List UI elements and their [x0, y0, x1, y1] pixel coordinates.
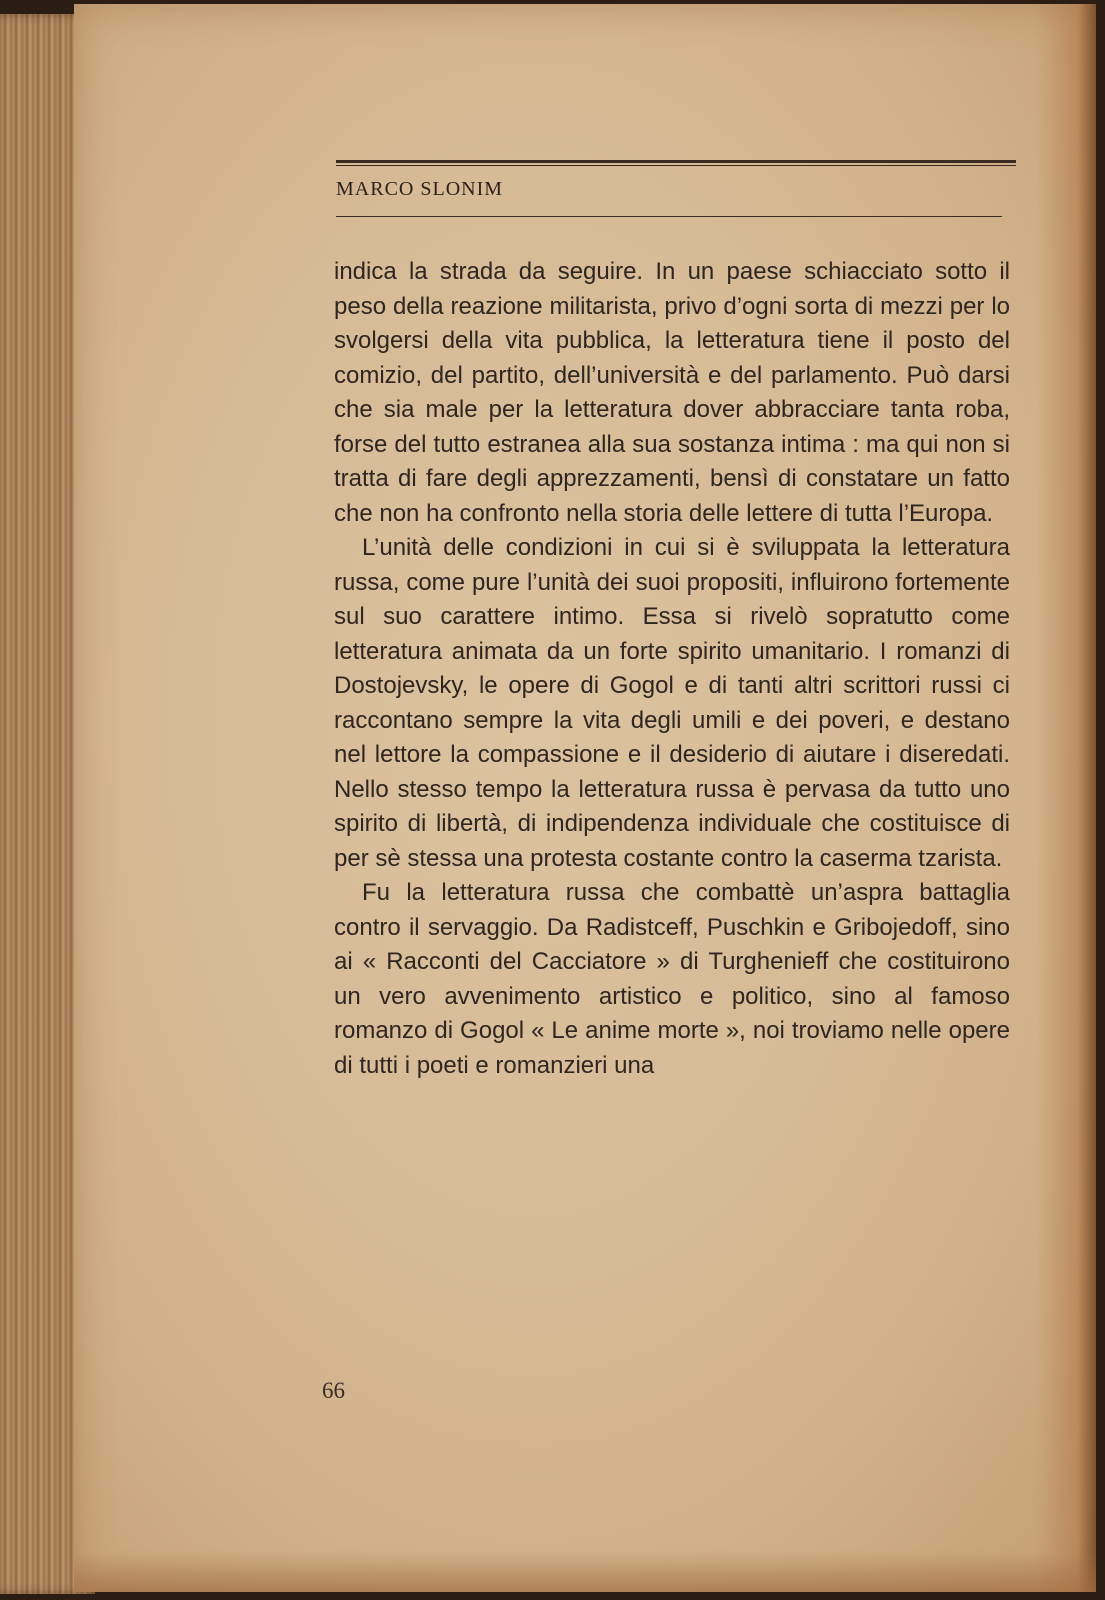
page-number: 66 [322, 1378, 345, 1403]
header-double-rule [336, 160, 1016, 166]
running-head: MARCO SLONIM [336, 178, 504, 200]
page-header [336, 160, 1016, 232]
paragraph: indica la strada da seguire. In un paese schiacciato sotto il peso della reazione militarista, privo d’ogni sorta di mezzi per lo svolgersi della vita pubblica, la letteratura tiene il posto del comizio, del partito, dell’università e del parlamento. Può darsi che sia male per la letteratura dover abbracciare tanta roba, forse del tutto estranea alla sua sostanza intima : ma qui non si tratta di fare degli apprezzamenti, bensì di constatare un fatto che non ha confronto nella storia delle lettere di tutta l’Europa. [334, 258, 1010, 527]
paragraph: Fu la letteratura russa che combattè un’aspra battaglia contro il servaggio. Da Radistceff, Puschkin e Gribojedoff, sino ai « Racconti del Cacciatore » di Turghenieff che costituirono un vero avvenimento artistico e politico, sino al famoso romanzo di Gogol « Le anime morte », noi troviamo nelle opere di tutti i poeti e romanzieri una [334, 879, 1010, 1079]
page-bottom-shadow [74, 1552, 1096, 1592]
paragraph: L’unità delle condizioni in cui si è sviluppata la letteratura russa, come pure l’unità dei suoi propositi, influirono fortemente sul suo carattere intimo. Essa si rivelò sopratutto come letteratura animata da un forte spirito umanitario. I romanzi di Dostojevsky, le opere di Gogol e di tanti altri scrittori russi ci raccontano sempre la vita degli umili e dei poveri, e destano nel lettore la compassione e il desiderio di aiutare i diseredati. Nello stesso tempo la letteratura russa è pervasa da tutto uno spirito di libertà, di indipendenza individuale che costituisce di per sè stessa una protesta costante contro la caserma tzarista. [334, 534, 1010, 872]
page-edge-shadow [1036, 4, 1096, 1592]
header-rule [336, 216, 1002, 217]
body-text [334, 255, 1010, 1083]
